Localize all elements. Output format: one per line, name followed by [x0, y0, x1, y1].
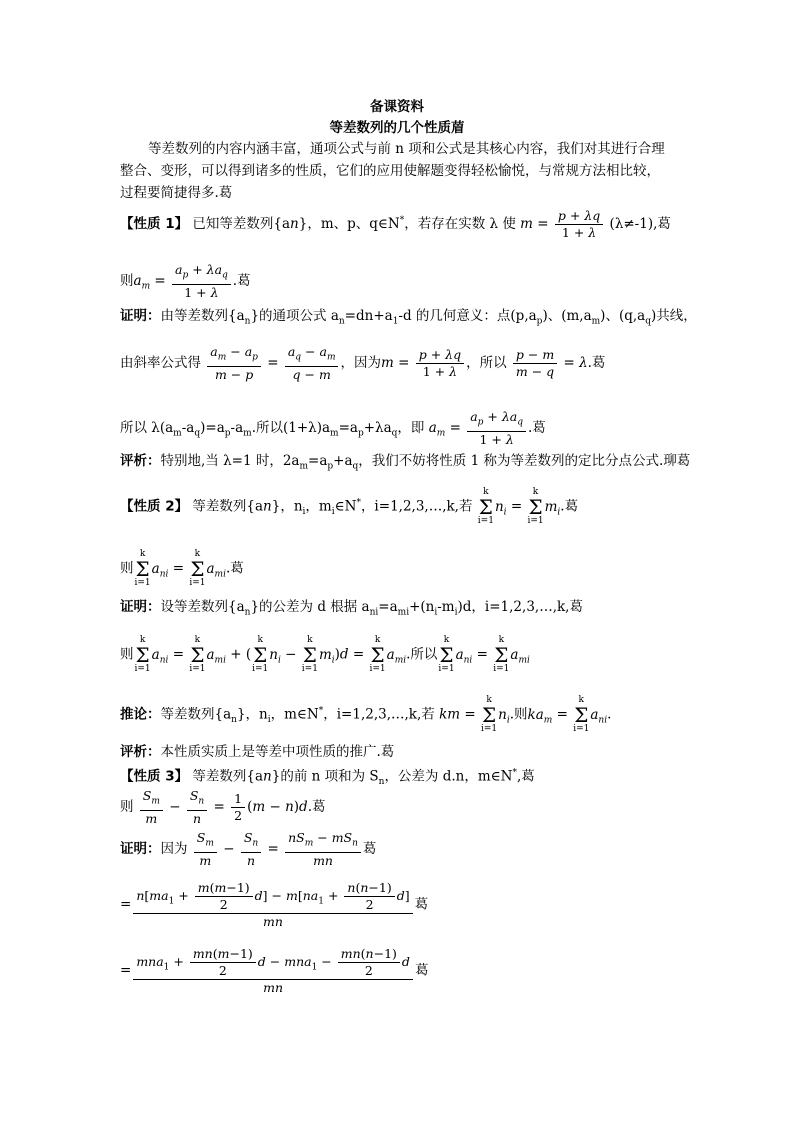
- doc-title-1: 备课资料: [370, 99, 424, 115]
- intro-line-3: 过程要简捷得多.葛: [120, 185, 233, 201]
- proof-1: 证明：由等差数列$\{a_n\}$的通项公式 $a_n=dn+a_1-d$ 的几何意义：点$(p,a_p)$、$(m,a_m)$、$(q,a_q)$共线，: [120, 308, 697, 327]
- proof-3-line-2: = $n[ma_1$ + $\frac{m(m-1)}{2}$ $d] - m[na_1$ + $\frac{n(n-1)}{2}$ d] mn 葛: [120, 880, 429, 929]
- intro-line-1: 等差数列的内容内涵丰富，通项公式与前 n 项和公式是其核心内容，我们对其进行合理: [148, 141, 665, 157]
- property-1: 【性质 1】 已知等差数列{an}，m、p、q∈N*，若存在实数 λ 使 m = $\frac{p + \lambda q}{1 + \lambda}$ (λ≠-1),葛: [120, 208, 671, 240]
- property-3: 【性质 3】 等差数列{an}的前 n 项和为 $S_n$，公差为 d.n，m∈N*,葛: [120, 768, 535, 788]
- property-2: 【性质 2】 等差数列{an}，$n_i$，$m_i\in N^*$，i=1,2,3,…,k,若 k Σ $i=1n_i = k$ Σ $i=1m_i$.葛: [120, 487, 579, 526]
- proof-1-line-2: 由斜率公式得 $\frac{a_m - a_p}{m - p}$ = $\frac{a_q - a_m}{q - m}$ ，因为m = $\frac{p + \lambda q}{1 + \lambda}$ ，所以 $\frac{p - m}{m - q}$ = λ.葛: [120, 344, 606, 382]
- property-2-result: 则k Σ $i=1a_{ni} = k$ Σ $i=1a_{mi}$.葛: [120, 549, 244, 588]
- proof-3-line-3: = mna$_1$ + $\frac{mn(m-1)}{2}$ d − mna$_1$ − $\frac{mn(n-1)}{2}$ d mn 葛: [120, 946, 429, 995]
- proof-3: 证明：因为 $\frac{S_m}{m}$ − $\frac{S_n}{n}$ = $\frac{nS_m - mS_n}{mn}$ 葛: [120, 830, 377, 868]
- comment-1: 评析：特别地,当 λ=1 时，$2a_m=a_p+a_q$，我们不妨将性质 1 称为等差数列的定比分点公式.珋葛: [120, 453, 691, 472]
- proof-2-line-2: 则k Σ $i=1a_{ni} = k$ Σ $i=1a_{mi} + (k$ Σ $i=1n_i - k$ Σ $i=1m_i)d = k$ Σ $i=1a_{mi}$.所以k Σ $i=1a_{ni} = k$ Σ $i=1a_{mi}$: [120, 635, 530, 674]
- proof-2: 证明：设等差数列$\{a_n\}$的公差为 d 根据 $a_{ni}=a_{mi}+(n_i-m_i)d$，i=1,2,3,…,k,葛: [120, 599, 583, 618]
- fraction: $\frac{p + \lambda q}{1 + \lambda}$: [555, 208, 603, 241]
- property-1-label: 【性质 1】: [120, 216, 189, 232]
- property-1-result: 则$a_m$ = $\frac{a_p + \lambda a_q}{1 + \lambda}$ .葛: [120, 262, 251, 300]
- property-3-result: 则 $\frac{S_m}{m}$ − $\frac{S_n}{n}$ = $\frac{1}{2}$ (m − n)d.葛: [120, 788, 326, 826]
- doc-title-2: 等差数列的几个性质葿: [329, 120, 465, 136]
- intro-line-2: 整合、变形，可以得到诸多的性质，它们的应用使解题变得轻松愉悦，与常规方法相比较，: [120, 163, 660, 179]
- proof-1-line-3: 所以 $\lambda(a_m-a_q)=a_p-a_m$.所以$(1+\lambda)a_m=a_p+\lambda a_q$，即 $a_m$ = $\frac{a_p + \lambda a_q}{1 + \lambda}$ .葛: [120, 409, 546, 447]
- comment-2: 评析：本性质实质上是等差中项性质的推广.葛: [120, 744, 395, 760]
- sum-symbol: k Σ i=1: [477, 487, 494, 526]
- corollary: 推论：等差数列$\{a_n\}$，$n_i$，m∈N*，i=1,2,3,…,k,若 km = k Σ $i=1n_i$.则$ka_m = k$ Σ $i=1a_{ni}$.: [120, 695, 612, 734]
